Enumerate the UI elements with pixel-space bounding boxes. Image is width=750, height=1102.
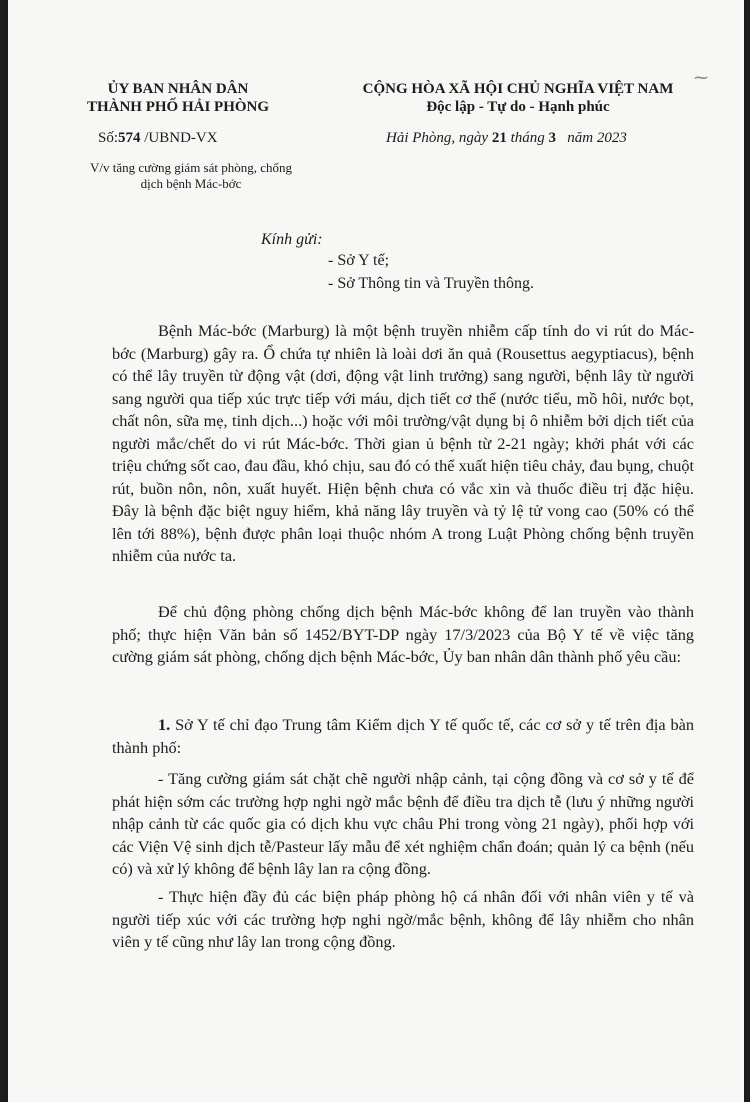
paragraph-1 [112,320,694,568]
date-day: 21 [491,130,507,146]
subject-line-1: V/v tăng cường giám sát phòng, chống [89,160,293,175]
document-number [98,130,218,147]
document-page [8,0,744,1102]
agency-line-1: ỦY BAN NHÂN DÂN [107,81,249,97]
recipients-label: Kính gửi: [261,231,323,248]
date-year: năm 2023 [567,130,627,146]
nation-line-1: CỘNG HÒA XÃ HỘI CHỦ NGHĨA VIỆT NAM [362,81,674,97]
doc-number-prefix: Số: [98,130,119,146]
date-month-label: tháng [506,130,549,146]
paragraph-5 [112,886,694,954]
paragraph-4-text: - Tăng cường giám sát chặt chẽ người nhập cảnh, tại cộng đồng và cơ sở y tế để phát hiện sớm các trường hợp nghi ngờ mắc bệnh để điều tra dịch tễ (lưu ý những người nhập cảnh từ các quốc gia có dịch khu vực châu Phi trong vòng 21 ngày), phối hợp với các Viện Vệ sinh dịch tễ/Pasteur lấy mẫu để xét nghiệm chẩn đoán; quản lý ca bệnh (nếu có) và xử lý không để bệnh lây lan ra cộng đồng. [112,769,694,878]
recipient-item: - Sở Y tế; [328,252,390,269]
paragraph-1-text: Bệnh Mác-bớc (Marburg) là một bệnh truyền nhiễm cấp tính do vi rút do Mác-bớc (Marburg) gây ra. Ổ chứa tự nhiên là loài dơi ăn quả (Rousettus aegyptiacus), bệnh có thể lây truyền từ động vật (dơi, động vật linh trưởng) sang người, bệnh lây từ người sang người qua tiếp xúc trực tiếp với máu, dịch tiết cơ thể (nước tiểu, mồ hôi, nước bọt, chất nôn, sữa mẹ, tinh dịch...) hoặc với môi trường/vật dụng bị ô nhiễm bởi dịch tiết của người mắc/chết do vi rút Mác-bớc. Thời gian ủ bệnh từ 2-21 ngày; khởi phát với các triệu chứng sốt cao, đau đầu, khó chịu, sau đó có thể xuất hiện tiêu chảy, đau bụng, chuột rút, buồn nôn, nôn, xuất huyết. Hiện bệnh chưa có vắc xin và thuốc điều trị đặc hiệu. Đây là bệnh đặc biệt nguy hiểm, khả năng lây truyền và tỷ lệ tử vong cao (50% có thể lên tới 88%), bệnh được phân loại thuộc nhóm A trong Luật Phòng chống bệnh truyền nhiễm của nước ta. [112,321,694,565]
place-date [386,130,627,147]
item-1-text: Sở Y tế chỉ đạo Trung tâm Kiểm dịch Y tế quốc tế, các cơ sở y tế trên địa bàn thành phố: [112,715,694,757]
document-subject [66,160,316,192]
recipient-item: - Sở Thông tin và Truyền thông. [328,275,534,292]
issuing-agency [68,80,288,116]
date-month: 3 [548,130,556,146]
pen-mark-icon: ⁓ [694,71,708,86]
paragraph-2-text: Để chủ động phòng chống dịch bệnh Mác-bớc không để lan truyền vào thành phố; thực hiện Văn bản số 1452/BYT-DP ngày 17/3/2023 của Bộ Y tế về việc tăng cường giám sát phòng, chống dịch bệnh Mác-bớc, Ủy ban nhân dân thành phố yêu cầu: [112,602,694,666]
item-number: 1. [158,715,171,734]
doc-number-value: 574 [118,130,141,146]
paragraph-4 [112,768,694,881]
national-header [338,71,708,116]
date-place: Hải Phòng, ngày [386,130,492,146]
paragraph-3-text [112,714,694,759]
paragraph-2 [112,601,694,669]
paragraph-5-text: - Thực hiện đầy đủ các biện pháp phòng hộ cá nhân đối với nhân viên y tế và người tiếp xúc với các trường hợp nghi ngờ/mắc bệnh, không để lây nhiễm cho nhân viên y tế cũng như lây lan trong cộng đồng. [112,887,694,951]
subject-line-2: dịch bệnh Mác-bớc [140,176,242,191]
doc-number-suffix: /UBND-VX [144,130,218,146]
paragraph-3 [112,714,694,759]
nation-motto: Độc lập - Tự do - Hạnh phúc [426,99,610,115]
agency-line-2: THÀNH PHỐ HẢI PHÒNG [86,99,270,115]
